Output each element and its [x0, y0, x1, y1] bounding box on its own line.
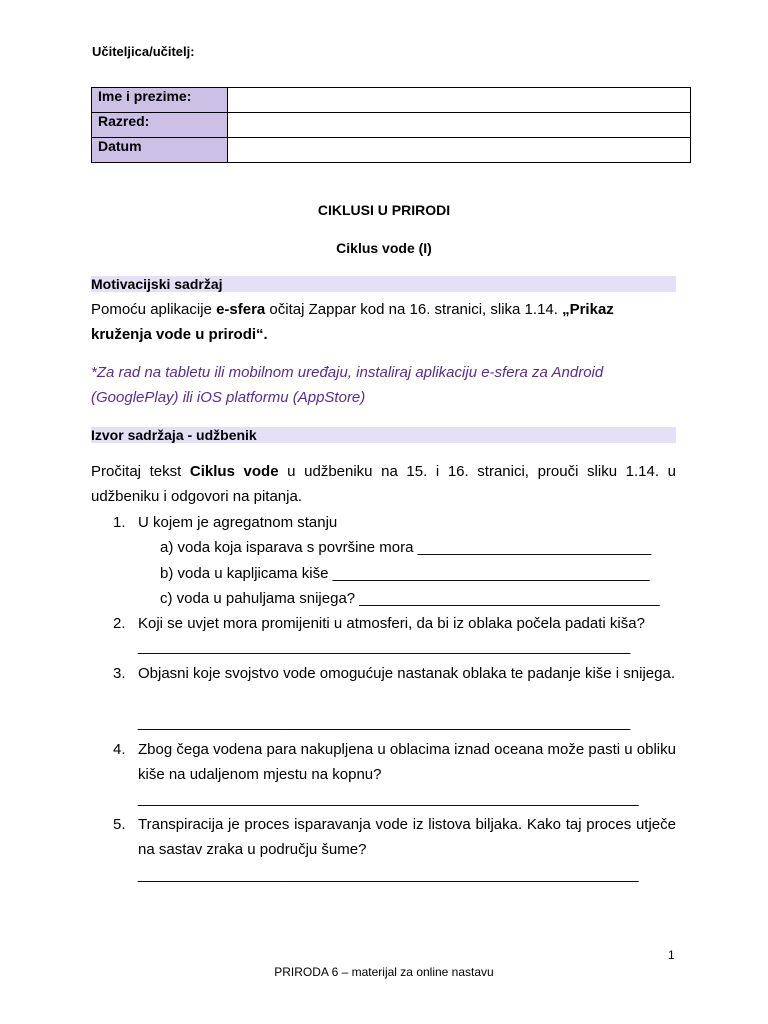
page-number: 1 [668, 948, 675, 962]
question-1-text: U kojem je agregatnom stanju [138, 514, 338, 531]
motivation-paragraph [91, 297, 676, 347]
motivation-heading: Motivacijski sadržaj [91, 276, 676, 292]
question-1a: a) voda koja isparava s površine mora ____________________________ [160, 539, 652, 556]
table-row [92, 113, 691, 138]
source-text-1: Pročitaj tekst [91, 463, 190, 480]
question-1c: c) voda u pahuljama snijega? ____________________________________ [160, 590, 660, 607]
question-2-number: 2. [113, 615, 126, 632]
question-4-number: 4. [113, 741, 126, 758]
text-title: Ciklus vode [189, 463, 279, 480]
question-1b: b) voda u kapljicama kiše ______________________________________ [160, 565, 650, 582]
source-heading: Izvor sadržaja - udžbenik [91, 427, 676, 443]
name-field[interactable] [228, 88, 691, 113]
question-5-text: Transpiracija je proces isparavanja vode iz listova biljaka. Kako taj proces utječe na sastav zraka u području šume? [138, 816, 676, 858]
question-3-answer-line[interactable]: ___________________________________________________________ [138, 714, 631, 731]
question-5-number: 5. [113, 816, 126, 833]
name-label: Ime i prezime: [92, 88, 228, 113]
date-field[interactable] [228, 138, 691, 163]
teacher-label: Učiteljica/učitelj: [92, 44, 195, 59]
footer-text: PRIRODA 6 – materijal za online nastavu [274, 965, 494, 979]
student-info-table [91, 87, 691, 163]
question-4-answer-line[interactable]: ____________________________________________________________ [138, 790, 639, 807]
question-3-text: Objasni koje svojstvo vode omogućuje nastanak oblaka te padanje kiše i snijega. [138, 665, 675, 682]
table-row [92, 88, 691, 113]
app-name: e-sfera [216, 301, 266, 318]
animation-title: „Prikaz kruženja vode u prirodi“. [91, 301, 614, 343]
question-2-text: Koji se uvjet mora promijeniti u atmosferi, da bi iz oblaka počela padati kiša? [138, 615, 645, 632]
date-label: Datum [92, 138, 228, 163]
motivation-text-1: Pomoću aplikacije [91, 301, 217, 318]
class-label: Razred: [92, 113, 228, 138]
app-install-note: *Za rad na tabletu ili mobilnom uređaju, instaliraj aplikaciju e-sfera za Android (GooglePlay) ili iOS platformu (AppStore) [91, 364, 604, 406]
class-field[interactable] [228, 113, 691, 138]
page-title: CIKLUSI U PRIRODI [317, 202, 451, 218]
table-row [92, 138, 691, 163]
source-paragraph [91, 459, 676, 509]
source-text-2: u udžbeniku na 15. i 16. stranici, prouči sliku 1.14. u udžbeniku i odgovori na pitanja. [91, 463, 676, 505]
question-4-text: Zbog čega vodena para nakupljena u oblacima iznad oceana može pasti u obliku kiše na udaljenom mjestu na kopnu? [138, 741, 676, 783]
question-2-answer-line[interactable]: ___________________________________________________________ [138, 638, 631, 655]
question-1-number: 1. [113, 514, 126, 531]
page-subtitle: Ciklus vode (I) [336, 240, 432, 256]
question-3-number: 3. [113, 665, 126, 682]
question-5-answer-line[interactable]: ____________________________________________________________ [138, 866, 639, 883]
motivation-text-2: očitaj Zappar kod na 16. stranici, slika 1.14. [265, 301, 563, 318]
